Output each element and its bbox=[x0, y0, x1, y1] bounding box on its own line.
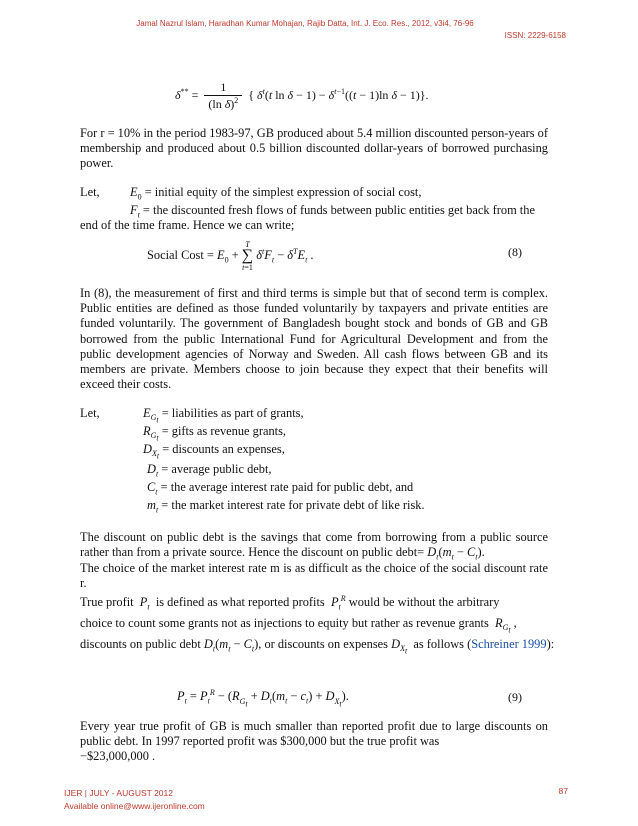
let-label-2: Let, bbox=[80, 406, 100, 420]
ct-definition: $C_t$ = the average interest rate paid for public debt, and bbox=[147, 480, 414, 497]
paragraph-2: In (8), the measurement of first and third terms is simple but that of second term is complex. Public entities are defined as those funded voluntarily by taxpayers and private entities are funded voluntarily. The government of Bangladesh bought stock and bonds of GB and GB borrowed from the public International Fund for Agricultural Development and from the public development agencies of Norway and Sweden. All cash flows between GB and its members are private. Members choose to join because they expect that their benefits will exceed their costs. bbox=[80, 286, 548, 392]
dt-definition: $D_t$ = average public debt, bbox=[147, 462, 272, 479]
ft-definition: $F_t$ = the discounted fresh flows of funds between public entities get back from the bbox=[130, 203, 535, 220]
paragraph-4-line3: discounts on public debt $D_t(m_t - C_t)$, or discounts on expenses $D_{X_t}$ as follows (Schreiner 1999): bbox=[80, 637, 555, 657]
let1-continuation: end of the time frame. Hence we can write; bbox=[80, 218, 295, 232]
paragraph-4-line1: True profit $P_t$ is defined as what reported profits $P_t^R$ would be without the arbitrary bbox=[80, 594, 500, 612]
page-number: 87 bbox=[558, 786, 568, 796]
issn-label: ISSN: 2229-6158 bbox=[504, 31, 566, 40]
equation-9-number: (9) bbox=[508, 690, 522, 704]
egt-definition: $E_{G_t}$ = liabilities as part of grants, bbox=[143, 406, 304, 426]
paragraph-3b: The choice of the market interest rate m is as difficult as the choice of the social discount rate r. bbox=[80, 561, 548, 591]
paragraph-5: Every year true profit of GB is much smaller than reported profit due to large discounts on public debt. In 1997 reported profit was $300,000 but the true profit was bbox=[80, 719, 548, 749]
citation-link[interactable]: Schreiner 1999 bbox=[471, 637, 547, 651]
true-profit-value: −$23,000,000 . bbox=[80, 749, 156, 763]
dxt-definition: $D_{X_t}$ = discounts an expenses, bbox=[143, 442, 285, 462]
mt-definition: $m_t$ = the market interest rate for private debt of like risk. bbox=[147, 498, 425, 515]
rgt-definition: $R_{G_t}$ = gifts as revenue grants, bbox=[143, 424, 287, 444]
footer-journal: IJER | JULY - AUGUST 2012 bbox=[64, 788, 173, 798]
paragraph-4-line2: choice to count some grants not as injections to equity but rather as revenue grants $R_{G_t}$ , bbox=[80, 616, 517, 636]
equation-8: Social Cost = $E_0$ + T ∑ t=1 $\delta^tF_t - \delta^TE_t$ . bbox=[147, 240, 314, 272]
footer-website[interactable]: Available online@www.ijeronline.com bbox=[64, 801, 205, 811]
running-header: Jamal Nazrul Islam, Haradhan Kumar Mohajan, Rajib Datta, Int. J. Eco. Res., 2012, v3i4, 76-96 bbox=[136, 19, 474, 28]
equation-9: $P_t = P_t^R - (R_{G_t} + D_t(m_t - c_t) + D_{X_t})$. bbox=[177, 688, 349, 709]
let-label-1: Let, bbox=[80, 185, 100, 199]
e0-definition: $E_0$ = initial equity of the simplest expression of social cost, bbox=[130, 185, 422, 202]
delta-equation: δ** = $\frac{1}{(\ln \delta)^2}$ { $\delta^t(t$ $\ln \delta - 1) - \delta^{t-1}((t - 1)\ln$ δ − 1)}. bbox=[175, 80, 429, 111]
paragraph-3: The discount on public debt is the savings that come from borrowing from a public source rather than from a private source. Hence the discount on public debt= $D_t(m_t - C_t)$. bbox=[80, 530, 548, 562]
paragraph-1: For r = 10% in the period 1983-97, GB produced about 5.4 million discounted person-years of membership and produced about 0.5 billion discounted dollar-years of borrowed purchasing power. bbox=[80, 126, 548, 171]
equation-8-number: (8) bbox=[508, 245, 522, 259]
